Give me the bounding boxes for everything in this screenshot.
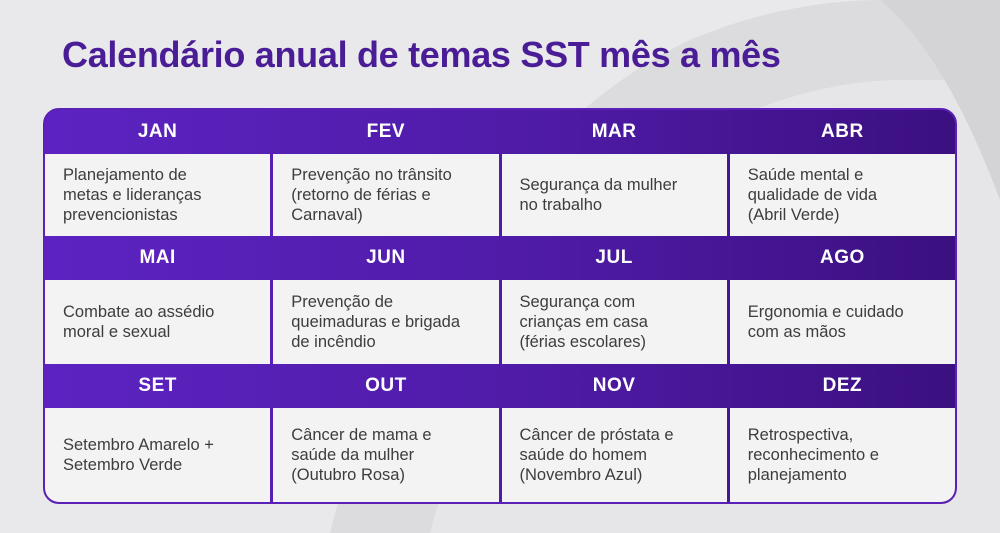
month-theme-cell-abr [730,154,955,236]
month-theme-mar: Segurança da mulher no trabalho [519,176,678,214]
month-theme-cell-out [273,408,498,502]
month-header-abr: ABR [821,121,864,142]
month-theme-jul: Segurança com crianças em casa (férias escolares) [519,293,648,351]
page-title: Calendário anual de temas SST mês a mês [62,34,781,75]
month-theme-fev: Prevenção no trânsito (retorno de férias e Carnaval) [291,166,452,224]
month-theme-cell-mai [45,280,270,364]
monthly-themes-calendar [43,108,957,504]
month-theme-jan: Planejamento de metas e lideranças prevencionistas [63,166,202,224]
month-theme-cell-jun [273,280,498,364]
month-header-ago: AGO [819,247,865,268]
month-header-jul: JUL [595,247,633,268]
month-header-jan: JAN [137,121,178,142]
month-header-jun: JUN [366,247,406,268]
month-theme-cell-fev [273,154,498,236]
month-theme-mai: Combate ao assédio moral e sexual [63,303,215,341]
month-theme-set: Setembro Amarelo + Setembro Verde [63,436,214,474]
month-theme-ago: Ergonomia e cuidado com as mãos [747,303,904,341]
month-theme-cell-mar [502,154,727,236]
month-header-out: OUT [365,375,407,396]
month-theme-cell-jul [502,280,727,364]
month-theme-jun: Prevenção de queimaduras e brigada de incêndio [291,293,461,351]
month-header-mar: MAR [591,121,637,142]
month-theme-cell-dez [730,408,955,502]
month-header-fev: FEV [366,121,406,142]
month-theme-cell-set [45,408,270,502]
month-theme-abr: Saúde mental e qualidade de vida (Abril Verde) [747,166,878,224]
month-theme-dez: Retrospectiva, reconhecimento e planejamento [747,426,879,484]
month-header-nov: NOV [592,375,636,396]
month-header-set: SET [138,375,177,396]
month-header-dez: DEZ [822,375,863,396]
month-theme-nov: Câncer de próstata e saúde do homem (Novembro Azul) [519,426,674,484]
month-header-mai: MAI [139,247,176,268]
month-theme-cell-jan [45,154,270,236]
month-theme-out: Câncer de mama e saúde da mulher (Outubro Rosa) [291,426,432,484]
month-theme-cell-nov [502,408,727,502]
month-theme-cell-ago [730,280,955,364]
